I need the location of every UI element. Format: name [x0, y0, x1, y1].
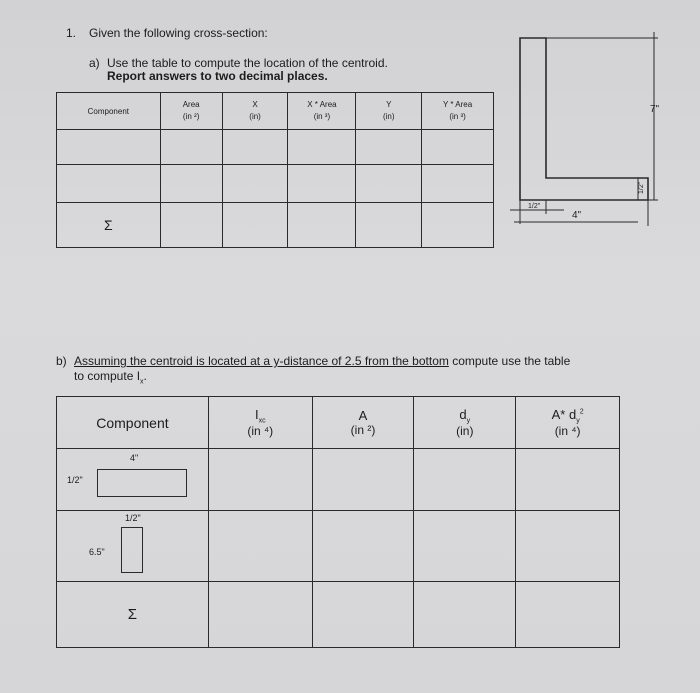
- part-b-line2: to compute $I_x$.: [74, 369, 147, 386]
- table-row: [57, 130, 494, 165]
- sum-symbol: Σ: [57, 203, 161, 248]
- table-cell[interactable]: [208, 511, 312, 581]
- web-width-label: 1/2": [125, 513, 141, 524]
- table-cell[interactable]: [422, 130, 494, 165]
- table-cell[interactable]: [288, 203, 356, 248]
- part-a-label: a): [89, 56, 100, 70]
- table-row: [57, 449, 620, 511]
- part-b-label: b): [56, 354, 67, 368]
- table-row: [57, 203, 494, 248]
- flange-rectangle: [97, 469, 187, 497]
- part-b-instruction: Assuming the centroid is located at a y-distance of 2.5 from the bottom compute use the table: [74, 354, 571, 368]
- component-header: Component: [57, 397, 209, 449]
- table-cell[interactable]: [208, 581, 312, 647]
- web-dimension-label: 1/2": [528, 203, 541, 210]
- dy-header: $d_y$ (in): [414, 397, 516, 449]
- table-row: [57, 511, 620, 581]
- question-number: 1.: [66, 26, 77, 40]
- width-dimension-label: 4": [572, 210, 582, 221]
- table-cell[interactable]: [414, 449, 516, 511]
- centroid-table: [56, 92, 494, 248]
- part-a-instruction: Use the table to compute the location of the centroid.: [107, 56, 388, 70]
- table-cell[interactable]: [312, 511, 414, 581]
- table-row: [57, 397, 620, 449]
- component-header: Component: [57, 93, 161, 130]
- table-cell[interactable]: [356, 165, 422, 203]
- web-height-label: 6.5": [89, 547, 105, 558]
- web-rectangle: [121, 527, 143, 573]
- flange-width-label: 4": [130, 453, 139, 464]
- component-web-cell: [57, 511, 209, 581]
- sum-symbol: Σ: [57, 581, 209, 647]
- table-cell[interactable]: [422, 165, 494, 203]
- table-cell[interactable]: [57, 165, 161, 203]
- part-a-precision-note: Report answers to two decimal places.: [107, 69, 328, 83]
- table-cell[interactable]: [160, 165, 222, 203]
- ad-squared-header: A* $d_y^2$ (in ⁴): [516, 397, 620, 449]
- flange-dimension-label: 1/2": [638, 181, 645, 194]
- x-header: X (in): [222, 93, 288, 130]
- table-cell[interactable]: [356, 203, 422, 248]
- component-flange-cell: [57, 449, 209, 511]
- area-header: Area (in ²): [160, 93, 222, 130]
- table-cell[interactable]: [57, 130, 161, 165]
- y-header: Y (in): [356, 93, 422, 130]
- table-cell[interactable]: [516, 511, 620, 581]
- table-cell[interactable]: [222, 130, 288, 165]
- flange-height-label: 1/2": [67, 475, 83, 486]
- table-cell[interactable]: [422, 203, 494, 248]
- table-cell[interactable]: [160, 130, 222, 165]
- height-dimension-label: 7": [650, 104, 660, 115]
- table-cell[interactable]: [356, 130, 422, 165]
- a-header: A (in ²): [312, 397, 414, 449]
- table-cell[interactable]: [222, 203, 288, 248]
- l-section-figure: [500, 28, 696, 238]
- y-area-header: Y * Area (in ³): [422, 93, 494, 130]
- table-cell[interactable]: [312, 581, 414, 647]
- ixc-header: $I_{xc}$ (in ⁴): [208, 397, 312, 449]
- table-cell[interactable]: [414, 511, 516, 581]
- table-cell[interactable]: [160, 203, 222, 248]
- table-cell[interactable]: [208, 449, 312, 511]
- table-cell[interactable]: [288, 165, 356, 203]
- inertia-table: [56, 396, 620, 648]
- table-row: [57, 165, 494, 203]
- table-cell[interactable]: [222, 165, 288, 203]
- table-cell[interactable]: [516, 581, 620, 647]
- table-cell[interactable]: [312, 449, 414, 511]
- table-cell[interactable]: [516, 449, 620, 511]
- x-area-header: X * Area (in ³): [288, 93, 356, 130]
- table-cell[interactable]: [288, 130, 356, 165]
- question-prompt: Given the following cross-section:: [89, 26, 268, 40]
- l-section-outline: [520, 38, 648, 200]
- table-row: [57, 93, 494, 130]
- table-row: [57, 581, 620, 647]
- table-cell[interactable]: [414, 581, 516, 647]
